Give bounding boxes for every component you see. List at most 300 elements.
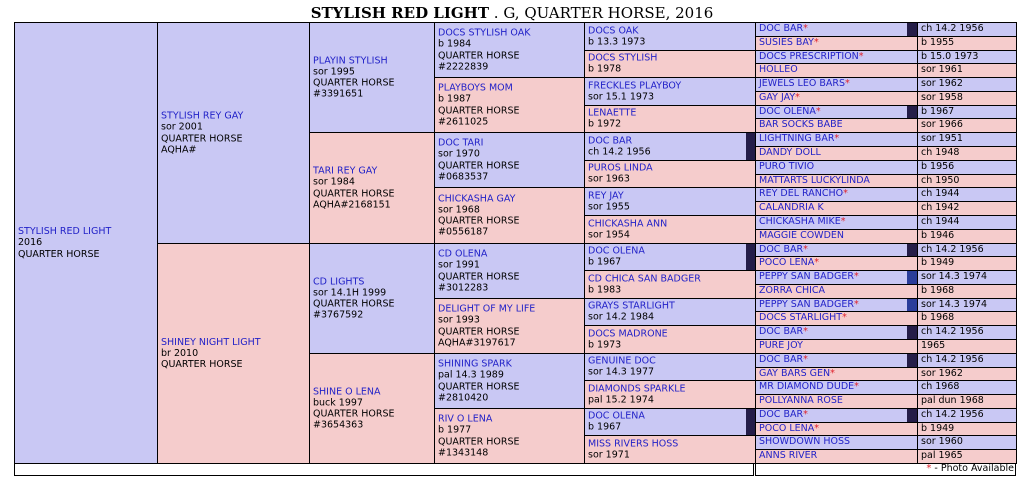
gen5-info-cell [917, 118, 1017, 133]
horse-detail-line: AQHA#3197617 [438, 337, 516, 349]
great-grandparent-cell [434, 77, 585, 133]
gen4-ancestor-cell [584, 215, 756, 244]
horse-detail-line: b 1946 [921, 230, 955, 241]
horse-detail-line: QUARTER HORSE [438, 326, 520, 337]
horse-name-link[interactable]: LENAETTE [588, 107, 637, 119]
horse-name-link[interactable]: DOC BAR [759, 23, 804, 34]
gen5-name-cell [755, 380, 918, 395]
horse-name-link[interactable]: DOCS OAK [588, 25, 639, 37]
gen5-name-cell [755, 256, 918, 271]
horse-info [588, 163, 753, 186]
gen5-name-cell [755, 270, 918, 285]
gen5-info-cell [917, 22, 1017, 37]
gen5-info-cell [917, 160, 1017, 175]
horse-info [438, 82, 582, 127]
horse-name-link[interactable]: MISS RIVERS HOSS [588, 438, 679, 450]
horse-detail-line: br 2010 [161, 347, 199, 359]
horse-name-link[interactable]: TARI REY GAY [313, 165, 378, 177]
legend-star: * [926, 463, 932, 474]
photo-thumbnail-icon[interactable] [907, 409, 917, 422]
horse-detail-line: b 1949 [921, 257, 955, 268]
horse-detail-line: #1343148 [438, 447, 489, 459]
horse-name-link[interactable]: DIAMONDS SPARKLE [588, 383, 686, 395]
horse-detail-line: sor 14.3 1974 [921, 271, 988, 282]
gen5-info-cell [917, 174, 1017, 188]
horse-name-link[interactable]: DOCS STARLIGHT [759, 312, 843, 323]
horse-detail-line: sor 1984 [313, 176, 355, 188]
gen5-info-cell [917, 325, 1017, 340]
gen5-name-cell [755, 353, 918, 368]
photo-thumbnail-icon[interactable] [907, 244, 917, 256]
gen4-ancestor-cell [584, 50, 756, 78]
horse-info [588, 80, 753, 103]
horse-detail-line: b 13.3 1973 [588, 36, 646, 48]
horse-detail-line: ch 14.2 1956 [921, 326, 984, 337]
horse-detail-line: QUARTER HORSE [313, 298, 395, 310]
horse-detail-line: #2222839 [438, 61, 489, 73]
gen4-ancestor-cell [584, 435, 756, 464]
horse-name-link[interactable]: ANNS RIVER [759, 450, 818, 461]
horse-detail-line: QUARTER HORSE [161, 359, 243, 371]
horse-detail-line: AQHA#2168151 [313, 199, 391, 211]
horse-detail-line: QUARTER HORSE [438, 436, 520, 447]
photo-star: * [795, 92, 800, 103]
grandparent-cell [309, 353, 435, 464]
great-grandparent-cell [434, 187, 585, 244]
gen5-name-cell [755, 435, 918, 450]
horse-name-link[interactable]: DOC BAR [759, 354, 804, 365]
horse-detail-line: sor 1995 [313, 66, 355, 78]
gen5-info-cell [917, 270, 1017, 285]
horse-name-link[interactable]: GAY JAY [759, 92, 796, 103]
horse-detail-line: sor 14.3 1974 [921, 299, 988, 310]
horse-detail-line: ch 1942 [921, 202, 960, 213]
photo-thumbnail-icon[interactable] [746, 133, 755, 160]
photo-star: * [803, 409, 808, 420]
horse-detail-line: QUARTER HORSE [438, 50, 520, 61]
gen5-name-cell [755, 36, 918, 51]
gen4-ancestor-cell [584, 132, 756, 161]
horse-detail-line: #0556187 [438, 226, 489, 238]
gen5-name-cell [755, 91, 918, 106]
gen5-info-cell [917, 63, 1017, 78]
horse-name-link[interactable]: SHINEY NIGHT LIGHT [161, 336, 261, 348]
horse-name-link[interactable]: MATTARTS LUCKYLINDA [759, 175, 870, 186]
horse-name-link[interactable]: HOLLEO [759, 64, 798, 75]
horse-name-link[interactable]: CD CHICA SAN BADGER [588, 273, 701, 285]
great-grandparent-cell [434, 353, 585, 409]
photo-legend [926, 463, 1014, 474]
horse-info [588, 328, 753, 351]
horse-detail-line: b 1949 [921, 423, 955, 434]
gen5-name-cell [755, 201, 918, 216]
horse-detail-line: b 1972 [588, 119, 622, 130]
horse-detail-line: b 1967 [588, 257, 622, 268]
gen4-ancestor-cell [584, 353, 756, 381]
gen5-name-cell [755, 284, 918, 299]
gen5-info-cell [917, 256, 1017, 271]
horse-detail-line: sor 1966 [921, 119, 963, 130]
horse-info [588, 411, 753, 434]
pedigree-title [0, 3, 1024, 23]
horse-detail-line: QUARTER HORSE [313, 188, 395, 199]
horse-info [588, 108, 753, 131]
photo-thumbnail-icon[interactable] [907, 354, 917, 367]
gen4-ancestor-cell [584, 77, 756, 106]
horse-name-link[interactable]: DOC OLENA [588, 245, 645, 257]
horse-info [588, 190, 753, 213]
horse-detail-line: sor 1955 [588, 201, 630, 213]
horse-name-link[interactable]: SHOWDOWN HOSS [759, 436, 851, 447]
gen5-name-cell [755, 105, 918, 119]
grandparent-cell [309, 132, 435, 244]
horse-name-link[interactable]: STYLISH REY GAY [161, 110, 244, 122]
horse-detail-line: QUARTER HORSE [438, 215, 520, 227]
horse-detail-line: #3654363 [313, 419, 364, 431]
horse-detail-line: b 1987 [438, 93, 472, 105]
horse-name-link[interactable]: PURE JOY [759, 340, 803, 351]
horse-detail-line: sor 1951 [921, 133, 963, 144]
horse-name-link[interactable]: CD LIGHTS [313, 275, 365, 287]
photo-thumbnail-icon[interactable] [907, 271, 917, 284]
horse-name-link[interactable]: RIV O LENA [438, 413, 493, 425]
horse-name-link[interactable]: POLLYANNA ROSE [759, 395, 843, 406]
horse-detail-line: ch 14.2 1956 [921, 354, 984, 365]
gen5-info-cell [917, 229, 1017, 244]
horse-name-link[interactable]: DOCS STYLISH OAK [438, 27, 531, 39]
horse-info [438, 303, 582, 348]
horse-info [588, 301, 753, 324]
horse-info [161, 110, 307, 155]
gen5-name-cell [755, 243, 918, 257]
horse-detail-line: sor 1963 [588, 174, 630, 185]
gen4-ancestor-cell [584, 243, 756, 271]
horse-name-link[interactable]: PLAYBOYS MOM [438, 82, 513, 94]
horse-name-link[interactable]: POCO LENA [759, 423, 815, 434]
gen5-info-cell [917, 284, 1017, 299]
horse-info [18, 226, 155, 260]
photo-star: * [803, 354, 808, 365]
horse-detail-line: sor 1993 [438, 314, 480, 326]
photo-star: * [803, 244, 808, 255]
horse-name-link[interactable]: FRECKLES PLAYBOY [588, 80, 682, 92]
horse-detail-line: b 1984 [438, 38, 472, 50]
gen4-ancestor-cell [584, 380, 756, 409]
horse-detail-line: b 1968 [921, 285, 955, 296]
horse-detail-line: sor 14.2 1984 [588, 312, 655, 323]
horse-name-link[interactable]: DOC BAR [588, 135, 633, 147]
horse-name-link[interactable]: PEPPY SAN BADGER [759, 271, 854, 282]
horse-info [588, 438, 753, 461]
horse-name-link[interactable]: SHINING SPARK [438, 358, 512, 370]
horse-info [438, 137, 582, 182]
horse-detail-line: sor 1962 [921, 78, 963, 89]
horse-name-link[interactable]: PURO TIVIO [759, 161, 815, 172]
gen5-name-cell [755, 311, 918, 326]
photo-thumbnail-icon[interactable] [907, 23, 917, 36]
horse-name-link[interactable]: SUSIES BAY [759, 37, 814, 48]
horse-name-link[interactable]: ZORRA CHICA [759, 285, 826, 296]
horse-name-link[interactable]: CD OLENA [438, 248, 488, 260]
horse-name-link[interactable]: DOCS MADRONE [588, 328, 668, 340]
horse-info [588, 273, 753, 296]
great-grandparent-cell [434, 132, 585, 188]
horse-detail-line: b 1983 [588, 284, 622, 296]
gen4-ancestor-cell [584, 187, 756, 216]
gen5-name-cell [755, 50, 918, 64]
gen5-name-cell [755, 229, 918, 244]
horse-name-link[interactable]: DOC BAR [759, 326, 804, 337]
footer-blank-left [14, 463, 754, 476]
horse-name-link[interactable]: DOC BAR [759, 244, 804, 255]
photo-star: * [858, 51, 864, 62]
photo-star: * [853, 271, 859, 282]
great-grandparent-cell [434, 243, 585, 299]
photo-star: * [815, 106, 821, 117]
horse-name-link[interactable]: GRAYS STARLIGHT [588, 300, 675, 312]
gen5-info-cell [917, 367, 1017, 381]
horse-name-link[interactable]: CHICKASHA GAY [438, 192, 516, 204]
gen5-info-cell [917, 408, 1017, 423]
horse-info [438, 358, 582, 403]
subject-horse-cell [14, 22, 158, 464]
gen5-info-cell [917, 36, 1017, 51]
horse-name-link[interactable]: DOC OLENA [588, 410, 645, 422]
gen5-name-cell [755, 367, 918, 381]
horse-detail-line: b 1955 [921, 37, 955, 48]
horse-name-link[interactable]: DANDY DOLL [759, 147, 821, 158]
grandparent-cell [309, 243, 435, 354]
great-grandparent-cell [434, 408, 585, 464]
photo-thumbnail-icon[interactable] [746, 409, 755, 435]
photo-thumbnail-icon[interactable] [746, 244, 755, 270]
photo-star: * [814, 257, 819, 268]
horse-detail-line: sor 1991 [438, 259, 480, 271]
horse-detail-line: b 15.0 1973 [921, 51, 979, 62]
horse-name-link[interactable]: MAGGIE COWDEN [759, 230, 845, 241]
photo-thumbnail-icon[interactable] [907, 106, 917, 118]
photo-star: * [834, 133, 840, 144]
gen5-info-cell [917, 146, 1017, 161]
horse-detail-line: #2611025 [438, 116, 489, 128]
horse-name-link[interactable]: CALANDRIA K [759, 202, 824, 213]
horse-name-link[interactable]: DOC OLENA [759, 106, 816, 117]
gen5-info-cell [917, 187, 1017, 202]
horse-detail-line: sor 1971 [588, 449, 630, 461]
horse-name-link[interactable]: DOC BAR [759, 409, 804, 420]
gen4-ancestor-cell [584, 22, 756, 51]
great-grandparent-cell [434, 298, 585, 354]
horse-info [161, 337, 307, 371]
horse-name-link[interactable]: CHICKASHA MIKE [759, 216, 841, 227]
horse-name-link[interactable]: CHICKASHA ANN [588, 218, 668, 230]
photo-star: * [840, 216, 846, 227]
gen5-name-cell [755, 339, 918, 354]
gen5-info-cell [917, 201, 1017, 216]
horse-name-link[interactable]: DOC TARI [438, 137, 484, 149]
horse-name-link[interactable]: DOCS PRESCRIPTION [759, 51, 859, 62]
horse-name-link[interactable]: POCO LENA [759, 257, 815, 268]
legend-text: - Photo Available [931, 463, 1014, 474]
gen4-ancestor-cell [584, 298, 756, 326]
horse-detail-line: b 1967 [588, 422, 622, 433]
horse-detail-line: QUARTER HORSE [161, 133, 243, 144]
horse-detail-line: pal 15.2 1974 [588, 394, 654, 406]
horse-info [438, 248, 582, 293]
gen5-info-cell [917, 215, 1017, 230]
photo-star: * [814, 423, 819, 434]
horse-name-link[interactable]: JEWELS LEO BARS [759, 78, 845, 89]
horse-name-link[interactable]: STYLISH RED LIGHT [18, 226, 112, 238]
gen5-name-cell [755, 22, 918, 37]
horse-name-link[interactable]: REY JAY [588, 190, 624, 202]
horse-detail-line: sor 1970 [438, 148, 480, 160]
horse-info [588, 218, 753, 241]
gen5-name-cell [755, 422, 918, 436]
gen5-name-cell [755, 174, 918, 188]
gen5-info-cell [917, 311, 1017, 326]
horse-name-link[interactable]: GAY BARS GEN [759, 368, 831, 379]
horse-detail-line: sor 1960 [921, 436, 963, 447]
horse-name-link[interactable]: GENUINE DOC [588, 355, 656, 367]
horse-info [588, 25, 753, 48]
horse-detail-line: QUARTER HORSE [438, 105, 520, 116]
horse-detail-line: ch 1944 [921, 216, 960, 227]
horse-detail-line: b 1967 [921, 106, 955, 117]
gen5-name-cell [755, 132, 918, 147]
gen5-name-cell [755, 146, 918, 161]
gen5-info-cell [917, 298, 1017, 312]
horse-name-link[interactable]: BAR SOCKS BABE [759, 119, 843, 130]
horse-detail-line: QUARTER HORSE [313, 77, 395, 89]
horse-name-link[interactable]: PUROS LINDA [588, 162, 653, 174]
horse-detail-line: pal 1965 [921, 450, 963, 461]
horse-detail-line: sor 1954 [588, 229, 630, 241]
horse-name-link[interactable]: DOCS STYLISH [588, 52, 658, 64]
horse-detail-line: 2016 [18, 237, 43, 249]
horse-detail-line: QUARTER HORSE [438, 160, 520, 171]
dam-cell [157, 243, 310, 464]
gen5-name-cell [755, 298, 918, 312]
horse-detail-line: 1965 [921, 340, 946, 351]
horse-info [313, 165, 432, 210]
horse-detail-line: sor 14.1H 1999 [313, 287, 387, 299]
horse-name-link[interactable]: PLAYIN STYLISH [313, 54, 388, 66]
gen5-name-cell [755, 394, 918, 409]
horse-detail-line: #3767592 [313, 309, 364, 321]
gen4-ancestor-cell [584, 105, 756, 133]
horse-name-link[interactable]: MR DIAMOND DUDE [759, 381, 855, 392]
horse-detail-line: b 1956 [921, 161, 955, 172]
photo-thumbnail-icon[interactable] [907, 326, 917, 339]
horse-detail-line: b 1977 [438, 424, 472, 436]
horse-info [313, 386, 432, 431]
horse-detail-line: AQHA# [161, 144, 197, 156]
horse-info [313, 276, 432, 321]
gen5-info-cell [917, 435, 1017, 450]
gen5-name-cell [755, 325, 918, 340]
horse-info [588, 135, 753, 158]
horse-info [438, 193, 582, 238]
great-grandparent-cell [434, 22, 585, 78]
horse-info [588, 383, 753, 406]
horse-detail-line: #2810420 [438, 392, 489, 404]
horse-detail-line: sor 14.3 1977 [588, 367, 655, 378]
gen5-info-cell [917, 243, 1017, 257]
horse-detail-line: QUARTER HORSE [438, 381, 520, 392]
horse-detail-line: sor 1968 [438, 204, 480, 216]
horse-detail-line: b 1973 [588, 339, 622, 351]
horse-detail-line: QUARTER HORSE [438, 271, 520, 282]
horse-info [438, 27, 582, 72]
gen5-info-cell [917, 380, 1017, 395]
horse-name-link[interactable]: DELIGHT OF MY LIFE [438, 303, 536, 315]
gen5-name-cell [755, 77, 918, 92]
gen5-name-cell [755, 160, 918, 175]
horse-detail-line: b 1978 [588, 64, 622, 75]
horse-name-link[interactable]: PEPPY SAN BADGER [759, 299, 854, 310]
horse-detail-line: ch 1950 [921, 175, 960, 186]
gen5-info-cell [917, 132, 1017, 147]
horse-info [438, 413, 582, 458]
horse-detail-line: ch 14.2 1956 [921, 23, 984, 34]
horse-detail-line: pal dun 1968 [921, 395, 984, 406]
horse-detail-line: sor 15.1 1973 [588, 91, 655, 103]
gen5-info-cell [917, 422, 1017, 436]
photo-star: * [844, 78, 850, 89]
gen5-name-cell [755, 215, 918, 230]
gen4-ancestor-cell [584, 160, 756, 188]
photo-star: * [803, 23, 808, 34]
horse-info [588, 246, 753, 269]
horse-info [588, 356, 753, 379]
horse-info [313, 55, 432, 100]
horse-description: . G, QUARTER HORSE, 2016 [489, 4, 714, 22]
gen4-ancestor-cell [584, 270, 756, 299]
photo-thumbnail-icon[interactable] [907, 299, 917, 311]
gen5-name-cell [755, 63, 918, 78]
horse-detail-line: sor 1958 [921, 92, 963, 103]
horse-detail-line: QUARTER HORSE [18, 248, 100, 260]
gen5-info-cell [917, 339, 1017, 354]
photo-star: * [854, 381, 859, 392]
horse-detail-line: ch 1948 [921, 147, 960, 158]
gen5-name-cell [755, 449, 918, 464]
horse-detail-line: ch 14.2 1956 [921, 409, 984, 420]
horse-detail-line: ch 1968 [921, 381, 960, 392]
gen4-ancestor-cell [584, 325, 756, 354]
gen5-name-cell [755, 118, 918, 133]
horse-detail-line: pal 14.3 1989 [438, 369, 504, 381]
gen5-info-cell [917, 449, 1017, 464]
sire-cell [157, 22, 310, 244]
horse-detail-line: ch 14.2 1956 [921, 244, 984, 255]
horse-detail-line: buck 1997 [313, 397, 363, 409]
gen5-info-cell [917, 91, 1017, 106]
horse-name-link[interactable]: REY DEL RANCHO [759, 188, 844, 199]
horse-detail-line: ch 1944 [921, 188, 960, 199]
horse-name-heading: STYLISH RED LIGHT [310, 4, 490, 22]
photo-star: * [813, 37, 819, 48]
horse-detail-line: #3012283 [438, 282, 489, 294]
horse-name-link[interactable]: SHINE O LENA [313, 385, 381, 397]
photo-star: * [842, 312, 847, 323]
gen5-info-cell [917, 77, 1017, 92]
horse-detail-line: sor 2001 [161, 121, 203, 133]
horse-detail-line: b 1968 [921, 312, 955, 323]
horse-info [588, 53, 753, 76]
horse-name-link[interactable]: LIGHTNING BAR [759, 133, 835, 144]
